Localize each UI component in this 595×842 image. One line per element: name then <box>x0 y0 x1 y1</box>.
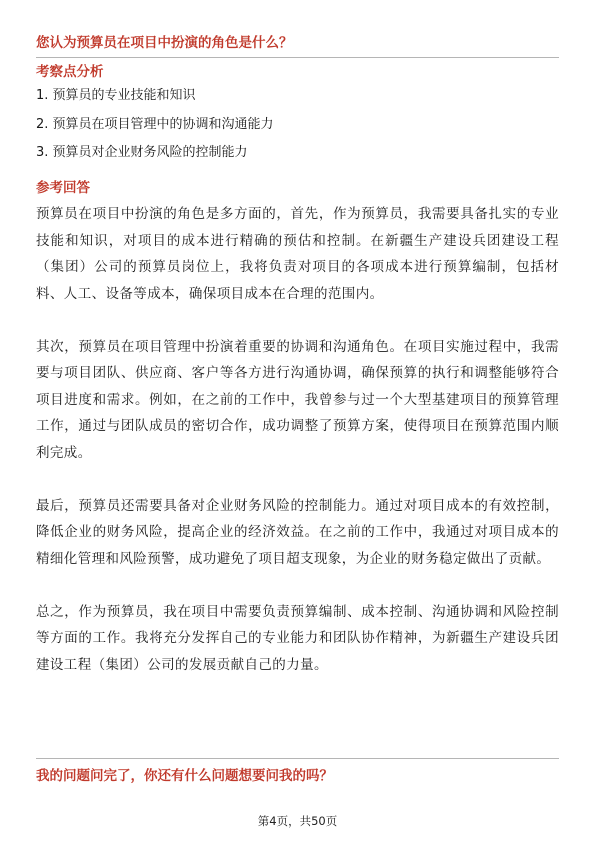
answer-paragraph-3: 最后，预算员还需要具备对企业财务风险的控制能力。通过对项目成本的有效控制，降低企业的财务风险，提高企业的经济效益。在之前的工作中，我通过对项目成本的精细化管理和风险预警，成功避免了项目超支现象，为企业的财务稳定做出了贡献。 <box>36 497 559 567</box>
analysis-point-1: 1. 预算员的专业技能和知识 <box>36 88 196 103</box>
answer-paragraph-2: 其次，预算员在项目管理中扮演着重要的协调和沟通角色。在项目实施过程中，我需要与项目团队、供应商、客户等各方进行沟通协调，确保预算的执行和调整能够符合项目进度和需求。例如，在之前的工作中，我曾参与过一个大型基建项目的预算管理工作，通过与团队成员的密切合作，成功调整了预算方案，使得项目在预算范围内顺利完成。 <box>36 338 559 461</box>
divider-bottom <box>36 758 559 759</box>
page-number: 第4页，共50页 <box>257 814 338 828</box>
divider-top <box>36 57 559 58</box>
analysis-points <box>36 86 559 172</box>
question-title: 您认为预算员在项目中扮演的角色是什么？ <box>36 35 293 51</box>
analysis-point-2: 2. 预算员在项目管理中的协调和沟通能力 <box>36 116 274 132</box>
answer-body <box>36 201 559 705</box>
analysis-point-3: 3. 预算员对企业财务风险的控制能力 <box>36 145 248 160</box>
answer-paragraph-1: 预算员在项目中扮演的角色是多方面的，首先，作为预算员，我需要具备扎实的专业技能和知识，对项目的成本进行精确的预估和控制。在新疆生产建设兵团建设工程（集团）公司的预算员岗位上，我将负责对项目的各项成本进行预算编制，包括材料、人工、设备等成本，确保项目成本在合理的范围内。 <box>36 206 559 302</box>
analysis-heading: 考察点分析 <box>36 64 104 80</box>
closing-question: 我的问题问完了，你还有什么问题想要问我的吗？ <box>36 768 333 784</box>
answer-heading: 参考回答 <box>36 180 90 196</box>
answer-paragraph-4: 总之，作为预算员，我在项目中需要负责预算编制、成本控制、沟通协调和风险控制等方面的工作。我将充分发挥自己的专业能力和团队协作精神，为新疆生产建设兵团建设工程（集团）公司的发展贡献自己的力量。 <box>36 603 559 673</box>
